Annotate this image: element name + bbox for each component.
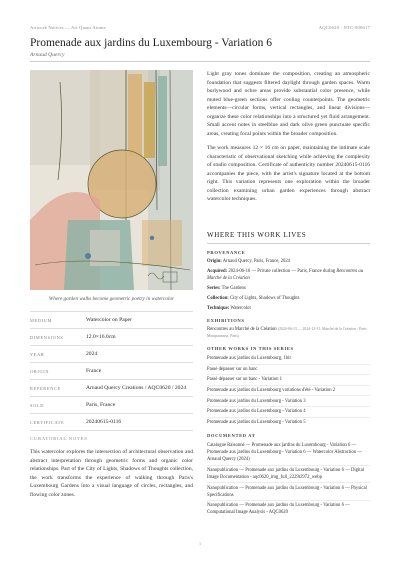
running-header-left: Artwork Notices — Art Quant Atome bbox=[30, 25, 106, 30]
curatorial-text: This watercolor explores the intersection of architectural observation and abstract interpretation through geometric forms and organic color relationships. Part of the City of Lights, Shadows of Thoughts collection, the work transforms the experience of walking through Paris's Luxembourg Gardens into a visual language of circles, rectangles, and flowing color zones. bbox=[30, 449, 193, 498]
series-value: The Gardens bbox=[221, 286, 246, 291]
spec-row-certificate bbox=[30, 413, 193, 431]
other-work-link[interactable]: Promenade aux jardins du Luxembourg, 1bit bbox=[207, 354, 370, 365]
spec-row-medium bbox=[30, 311, 193, 328]
collection-label: Collection: bbox=[207, 296, 229, 301]
spec-value: France bbox=[86, 368, 102, 374]
spec-table bbox=[30, 311, 193, 431]
other-work-link[interactable]: Passé dépasser sur un banc - Variation 1 bbox=[207, 375, 370, 386]
documented-link[interactable]: Catalogue Raisonné — Promenade aux jardins du Luxembourg - Variation 6 — Promenade aux jardins du Luxembourg - Variation 6 — Watercolor Abstraction — Arnaud Quercy (2024) bbox=[207, 441, 370, 466]
description-paragraph: Light gray tones dominate the composition, creating an atmospheric foundation that suggests filtered daylight through garden spaces. Warm burlywood and ochre areas provide substantial color presence, while muted blue-green sections offer cooling counterpoints. The geometric elements—circular forms, vertical rectangles, and linear divisions—organize these color relationships into a structured yet fluid arrangement. Small accent notes in steelblue and dark olive green punctuate specific areas, creating focal points within the broader composition. bbox=[207, 71, 370, 137]
description bbox=[207, 70, 370, 210]
other-work-link[interactable]: Promenade aux jardins du Luxembourg - Variation 3 bbox=[207, 396, 370, 407]
provenance-collection bbox=[207, 295, 370, 302]
title-divider bbox=[30, 61, 370, 62]
spec-label: ORIGIN bbox=[30, 368, 50, 374]
spec-value: 20240615-0116 bbox=[86, 419, 122, 425]
spec-row-dimensions bbox=[30, 328, 193, 345]
spec-value: 12.0×16.0cm bbox=[86, 334, 116, 340]
page-number: 1 bbox=[198, 541, 202, 546]
page-title: Promenade aux jardins du Luxembourg - Variation 6 bbox=[30, 37, 272, 49]
artwork-image bbox=[30, 70, 193, 290]
documented-list bbox=[207, 441, 370, 517]
technique-label: Technique: bbox=[207, 306, 230, 311]
spec-label: SOLD bbox=[30, 402, 45, 408]
spec-value: Paris, France bbox=[86, 402, 116, 408]
exhibition-detail: (2024-06-13 — 2024-12-31, Marché de la Création - Paris Montparnasse, Paris) bbox=[207, 327, 367, 338]
documented-link[interactable]: Nanopublication — Promenade aux jardins du Luxembourg - Variation 6 — Computational Image Analysis - AQC0620 bbox=[207, 503, 350, 516]
technique-value: Watercolor bbox=[230, 306, 252, 311]
exhibition-entry bbox=[207, 326, 370, 340]
documented-link[interactable]: Nanopublication — Promenade aux jardins du Luxembourg - Variation 6 — Physical Specifications bbox=[207, 483, 370, 501]
provenance-technique bbox=[207, 305, 370, 312]
other-work-link[interactable]: Passé dépasser sur un banc bbox=[207, 365, 370, 376]
origin-value: Arnaud Quercy, Paris, France, 2024 bbox=[222, 259, 291, 264]
series-label: Series: bbox=[207, 286, 221, 291]
running-header-right: AQC0620 · NTC-000617 bbox=[318, 25, 370, 30]
other-work-link[interactable]: Promenade aux jardins du Luxembourg - Variation 5 bbox=[207, 419, 306, 425]
provenance-origin bbox=[207, 258, 370, 265]
other-work-link[interactable]: Promenade aux jardins du Luxembourg variations d'été - Variation 2 bbox=[207, 386, 370, 397]
artist-name: Arnaud Quercy bbox=[30, 52, 65, 58]
artwork-caption: Where garden walks become geometric poetry in watercolor bbox=[48, 296, 175, 302]
provenance-series bbox=[207, 285, 370, 292]
spec-row-reference bbox=[30, 379, 193, 396]
spec-label: CERTIFICATE bbox=[30, 419, 65, 425]
spec-label: MEDIUM bbox=[30, 317, 53, 323]
origin-label: Origin: bbox=[207, 259, 222, 264]
documented-link[interactable]: Nanopublication — Promenade aux jardins du Luxembourg - Variation 6 — Digital Image Documentation - aqc0620_img_full_2229t2972_webp bbox=[207, 466, 370, 484]
running-header bbox=[30, 25, 370, 30]
spec-label: REFERENCE bbox=[30, 385, 61, 391]
spec-row-sold bbox=[30, 396, 193, 413]
spec-row-origin bbox=[30, 362, 193, 379]
acquired-label: Acquired: bbox=[207, 269, 228, 274]
documented-heading: DOCUMENTED AT bbox=[207, 433, 256, 439]
spec-value: 2024 bbox=[86, 351, 98, 357]
provenance-acquired bbox=[207, 268, 370, 282]
other-work-link[interactable]: Promenade aux jardins du Luxembourg - Variation 4 bbox=[207, 407, 370, 418]
acquired-value: 2024-06-16 — Private collection — Paris, France during bbox=[228, 269, 336, 274]
exhibition-title: Rencontres au Marché de la Création bbox=[207, 327, 277, 332]
where-section bbox=[207, 231, 370, 518]
collection-value: City of Lights, Shadows of Thoughts bbox=[230, 296, 300, 301]
provenance-heading: PROVENANCE bbox=[207, 250, 246, 255]
other-works-list bbox=[207, 354, 370, 427]
acquired-venue: Rencontres au Marché de la Création bbox=[207, 269, 364, 281]
spec-row-year bbox=[30, 345, 193, 362]
spec-label: DIMENSIONS bbox=[30, 334, 64, 340]
spec-label: YEAR bbox=[30, 351, 45, 357]
other-works-heading: OTHER WORKS IN THIS SERIES bbox=[207, 346, 294, 351]
curatorial-heading: CURATORIAL NOTES bbox=[30, 436, 88, 441]
description-paragraph: The work measures 12 × 16 cm on paper, maintaining the intimate scale characteristic of observational sketching while achieving the complexity of studio composition. Certificate of authenticity number 20240615-0116 accompanies the piece, with the artist's signature located at the bottom right. This variation represents one exploration within the broader collection examining urban garden experiences through abstract watercolor techniques. bbox=[207, 145, 370, 202]
spec-value: Arnaud Quercy Creations / AQC0620 / 2024 bbox=[86, 385, 187, 391]
where-heading: WHERE THIS WORK LIVES bbox=[207, 231, 370, 244]
spec-value: Watercolor on Paper bbox=[86, 317, 132, 323]
exhibitions-heading: EXHIBITIONS bbox=[207, 318, 245, 323]
